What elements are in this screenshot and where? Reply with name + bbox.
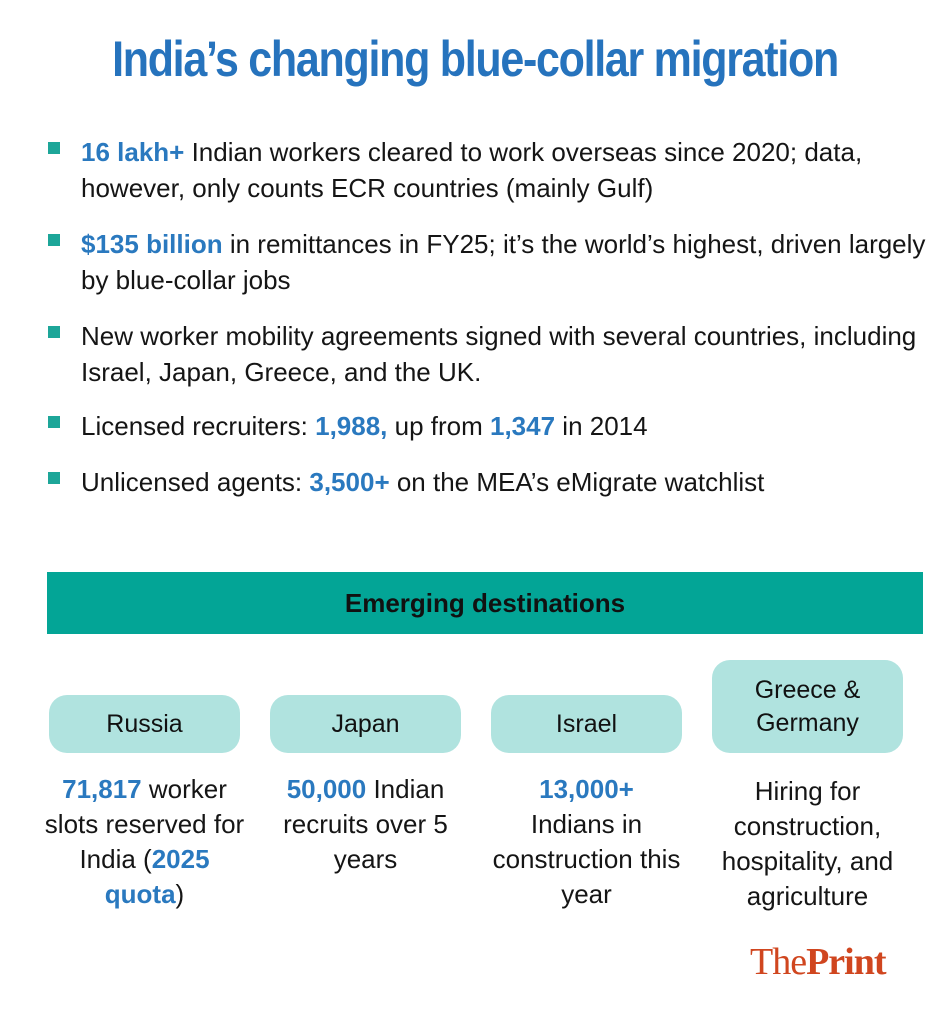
destination-name: Japan bbox=[331, 709, 400, 738]
highlight-value: 50,000 bbox=[286, 774, 367, 804]
key-facts-list bbox=[46, 134, 926, 520]
page-title: India’s changing blue-collar migration bbox=[112, 31, 838, 87]
square-bullet-icon bbox=[48, 234, 60, 246]
desc-text: Indians in construction this year bbox=[492, 809, 681, 909]
highlight-value: 3,500+ bbox=[309, 467, 390, 497]
desc-text: Hiring for construction, hospitality, and agriculture bbox=[721, 776, 894, 911]
bullet-prefix: Licensed recruiters: bbox=[81, 411, 316, 441]
list-item bbox=[46, 134, 926, 206]
bullet-suffix: on the MEA’s eMigrate watchlist bbox=[389, 467, 765, 497]
destination-pill-israel bbox=[491, 695, 682, 753]
logo-part-print: Print bbox=[806, 941, 886, 983]
square-bullet-icon bbox=[48, 142, 60, 154]
desc-suffix: ) bbox=[175, 879, 185, 909]
square-bullet-icon bbox=[48, 416, 60, 428]
destination-name: Russia bbox=[106, 709, 183, 738]
destination-name: Israel bbox=[555, 709, 618, 738]
highlight-value: 2025 quota bbox=[104, 844, 210, 909]
theprint-logo bbox=[750, 940, 886, 984]
highlight-value: 1,988, bbox=[315, 411, 388, 441]
desc-text: worker slots reserved for India ( bbox=[44, 774, 245, 874]
list-item bbox=[46, 226, 926, 298]
highlight-value: 13,000+ bbox=[539, 774, 634, 804]
destination-pill-japan bbox=[270, 695, 461, 753]
bullet-text: in remittances in FY25; it’s the world’s highest, driven largely by blue-collar jobs bbox=[81, 229, 926, 295]
section-header-band bbox=[47, 572, 923, 634]
destination-desc-israel bbox=[484, 772, 689, 912]
list-item bbox=[46, 408, 926, 444]
destination-name: Greece & Germany bbox=[754, 675, 861, 737]
list-item bbox=[46, 318, 926, 390]
bullet-suffix: in 2014 bbox=[555, 411, 648, 441]
desc-text: Indian recruits over 5 years bbox=[283, 774, 448, 874]
bullet-prefix: Unlicensed agents: bbox=[81, 467, 310, 497]
highlight-value: 71,817 bbox=[62, 774, 142, 804]
list-item bbox=[46, 464, 926, 500]
section-heading: Emerging destinations bbox=[344, 587, 626, 618]
square-bullet-icon bbox=[48, 326, 60, 338]
highlight-value: 1,347 bbox=[490, 411, 556, 441]
destination-desc-japan bbox=[258, 772, 473, 877]
destination-pill-greece-germany bbox=[712, 660, 903, 753]
bullet-text: New worker mobility agreements signed with several countries, including Israel, Japan, Greece, and the UK. bbox=[81, 321, 917, 387]
logo-part-the: The bbox=[750, 941, 807, 983]
bullet-middle: up from bbox=[387, 411, 490, 441]
square-bullet-icon bbox=[48, 472, 60, 484]
bullet-text: Indian workers cleared to work overseas since 2020; data, however, only counts ECR countries (mainly Gulf) bbox=[81, 137, 863, 203]
highlight-value: $135 billion bbox=[81, 229, 223, 259]
destination-desc-greece-germany bbox=[700, 774, 915, 914]
highlight-value: 16 lakh+ bbox=[81, 137, 185, 167]
destination-desc-russia bbox=[37, 772, 252, 912]
destination-pill-russia bbox=[49, 695, 240, 753]
